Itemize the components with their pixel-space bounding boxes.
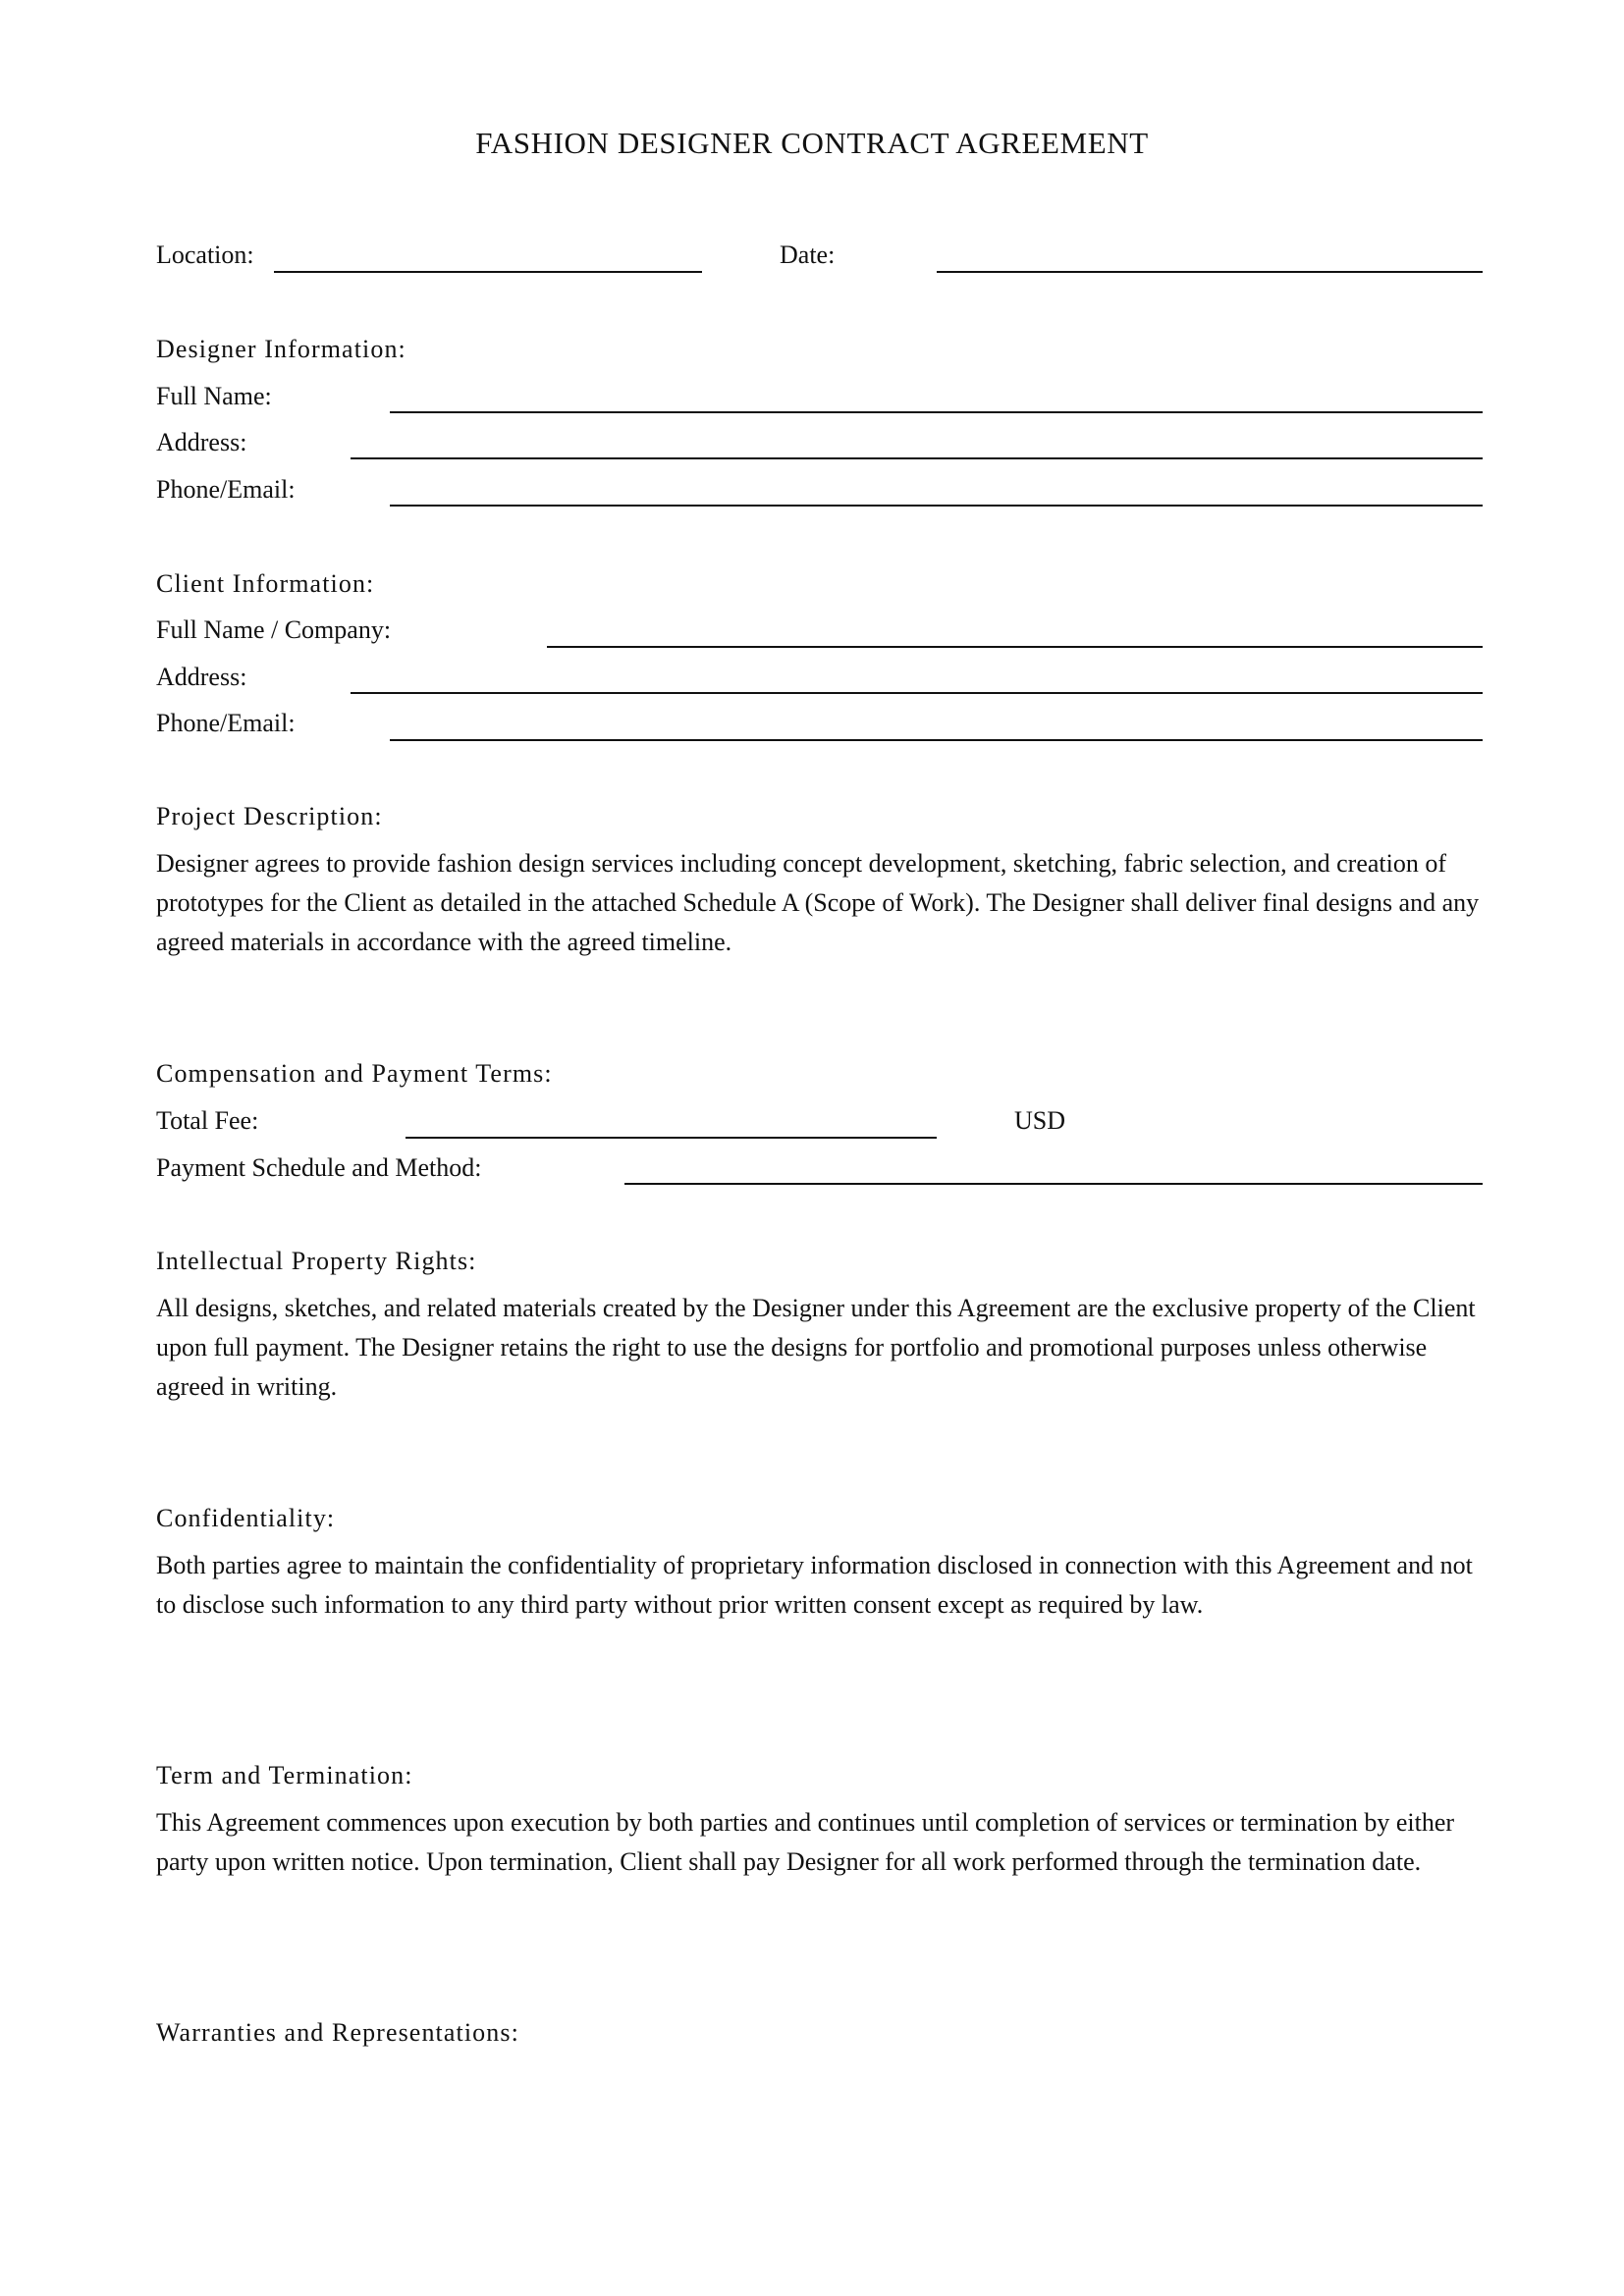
client-phone-email-label: Phone/Email:	[156, 709, 296, 737]
date-field[interactable]	[937, 271, 1483, 273]
warranties-heading: Warranties and Representations:	[156, 2018, 519, 2047]
client-phone-email-field[interactable]	[390, 739, 1483, 741]
project-description-heading: Project Description:	[156, 802, 383, 830]
designer-phone-email-field[interactable]	[390, 505, 1483, 507]
client-address-label: Address:	[156, 663, 247, 691]
designer-address-field[interactable]	[351, 457, 1483, 459]
currency-label: USD	[1014, 1106, 1066, 1135]
client-full-name-company-field[interactable]	[547, 646, 1483, 648]
confidentiality-text: Both parties agree to maintain the confidentiality of proprietary information disclosed in connection with this Agreement and not to disclose such information to any third party without prior written consent except as required by law.	[156, 1551, 1473, 1619]
ip-rights-text: All designs, sketches, and related materials created by the Designer under this Agreement are the exclusive property of the Client upon full payment. The Designer retains the right to use the designs for portfolio and promotional purposes unless otherwise agreed in writing.	[156, 1294, 1476, 1401]
location-label: Location:	[156, 240, 254, 269]
designer-phone-email-label: Phone/Email:	[156, 475, 296, 504]
project-description-text: Designer agrees to provide fashion design services including concept development, sketching, fabric selection, and creation of prototypes for the Client as detailed in the attached Schedule A (Scope of Work). The Designer shall deliver final designs and any agreed materials in accordance with the agreed timeline.	[156, 849, 1480, 956]
compensation-heading: Compensation and Payment Terms:	[156, 1059, 553, 1088]
designer-info-heading: Designer Information:	[156, 335, 406, 363]
client-full-name-company-label: Full Name / Company:	[156, 615, 392, 644]
date-label: Date:	[780, 240, 836, 269]
client-address-field[interactable]	[351, 692, 1483, 694]
payment-schedule-field[interactable]	[624, 1183, 1483, 1185]
designer-full-name-field[interactable]	[390, 411, 1483, 413]
total-fee-field[interactable]	[406, 1137, 937, 1139]
client-info-heading: Client Information:	[156, 569, 375, 598]
term-termination-heading: Term and Termination:	[156, 1761, 413, 1789]
confidentiality-heading: Confidentiality:	[156, 1504, 336, 1532]
total-fee-label: Total Fee:	[156, 1106, 259, 1135]
location-field[interactable]	[274, 271, 702, 273]
designer-full-name-label: Full Name:	[156, 382, 272, 410]
term-termination-text: This Agreement commences upon execution by both parties and continues until completion of services or termination by either party upon written notice. Upon termination, Client shall pay Designer for all work performed through the termination date.	[156, 1808, 1455, 1876]
document-title: FASHION DESIGNER CONTRACT AGREEMENT	[475, 126, 1149, 160]
payment-schedule-label: Payment Schedule and Method:	[156, 1153, 482, 1182]
ip-rights-heading: Intellectual Property Rights:	[156, 1247, 477, 1275]
designer-address-label: Address:	[156, 428, 247, 456]
